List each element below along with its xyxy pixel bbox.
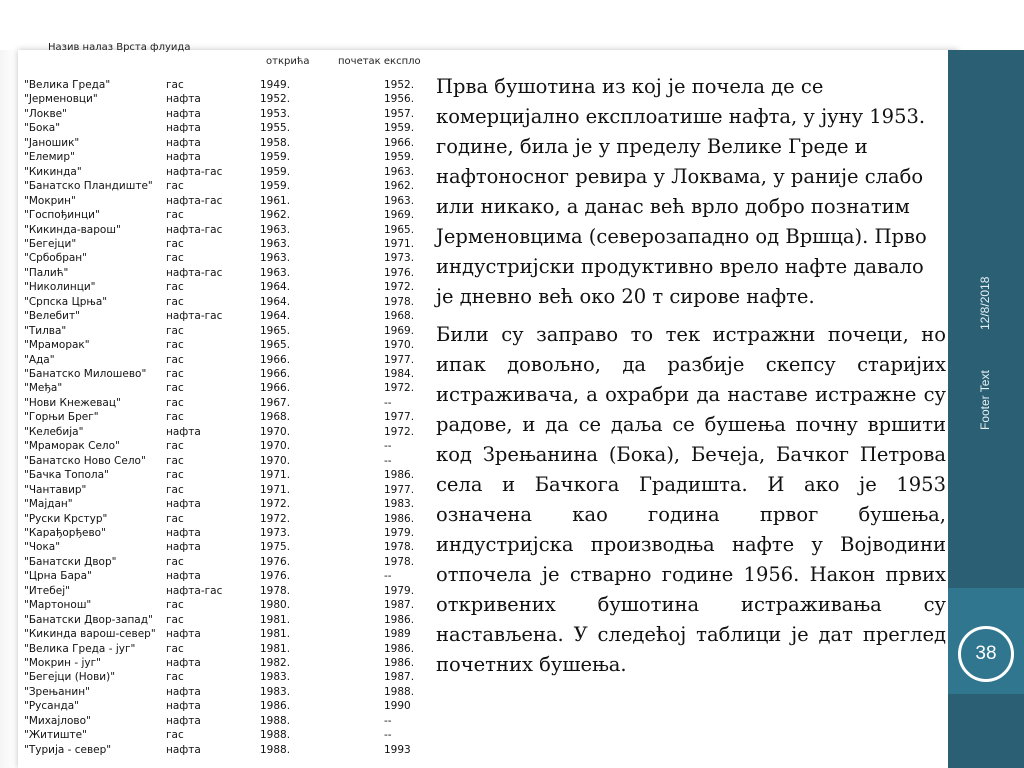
cell-exploitation-year: 1952. [384,79,415,91]
cell-name: "Банатски Двор-запад" [24,613,153,626]
cell-fluid-type: гас [166,483,184,496]
cell-fluid-type: нафта-гас [166,165,223,178]
cell-discovery-year: 1972. [260,512,291,525]
cell-discovery-year: 1971. [260,469,291,482]
cell-exploitation-year: 1970. [384,339,415,352]
cell-fluid-type: нафта [166,93,201,106]
cell-name: "Карађорђево" [24,526,106,539]
cell-name: "Међа" [24,382,63,395]
cell-exploitation-year: 1978. [384,295,415,308]
cell-fluid-type: нафта [166,107,201,120]
cell-name: "Палић" [24,266,69,279]
cell-exploitation-year: 1978. [384,541,415,554]
cell-fluid-type: нафта-гас [166,310,223,323]
cell-name: "Ада" [24,353,55,366]
slide-text [436,72,946,688]
cell-fluid-type: нафта [166,714,201,727]
cell-fluid-type: гас [166,353,184,366]
cell-discovery-year: 1963. [260,223,291,236]
cell-name: "Мокрин - југ" [24,657,101,669]
cell-name: "Кикинда" [24,165,82,178]
cell-name: "Србобран" [24,252,87,265]
cell-fluid-type: нафта [166,498,201,511]
cell-exploitation-year: 1972. [384,425,415,438]
cell-discovery-year: 1988. [260,714,291,727]
cell-exploitation-year: 1989 [384,628,411,641]
cell-discovery-year: 1953. [260,107,291,120]
cell-fluid-type: нафта [166,122,201,135]
cell-exploitation-year: 1979. [384,526,415,539]
table-header-top: Назив налаз Врста флуида [48,42,191,53]
cell-exploitation-year: 1959. [384,122,415,135]
cell-exploitation-year: 1988. [384,685,415,698]
cell-discovery-year: 1962. [260,209,291,222]
cell-name: "Чока" [24,541,61,554]
cell-fluid-type: нафта [166,700,201,713]
cell-discovery-year: 1973. [260,526,291,539]
cell-fluid-type: гас [166,237,184,250]
cell-exploitation-year: 1957. [384,107,415,120]
cell-fluid-type: нафта-гас [166,223,223,236]
cell-name: "Нови Кнежевац" [24,396,121,409]
table-header-discovery: открића [266,56,310,67]
cell-name: "Мраморак" [24,339,90,352]
cell-discovery-year: 1959. [260,165,291,178]
cell-exploitation-year: 1986. [384,657,415,669]
cell-fluid-type: гас [166,339,184,352]
cell-exploitation-year: 1962. [384,180,415,193]
cell-fluid-type: нафта-гас [166,194,223,207]
cell-discovery-year: 1981. [260,642,291,655]
cell-discovery-year: 1964. [260,281,291,294]
cell-fluid-type: гас [166,440,184,453]
cell-discovery-year: 1983. [260,671,291,684]
cell-name: "Мраморак Село" [24,440,120,453]
cell-discovery-year: 1971. [260,483,291,496]
cell-exploitation-year: 1963. [384,165,415,178]
cell-exploitation-year: 1986. [384,512,415,525]
cell-fluid-type: гас [166,368,184,380]
cell-exploitation-year: 1978. [384,555,415,568]
cell-fluid-type: нафта [166,570,201,583]
cell-exploitation-year: -- [384,396,392,409]
cell-fluid-type: нафта [166,541,201,554]
cell-exploitation-year: 1986. [384,642,415,655]
cell-discovery-year: 1976. [260,555,291,568]
cell-name: "Банатско Пландиште" [24,180,153,193]
cell-exploitation-year: 1966. [384,136,415,149]
cell-name: "Чантавир" [24,483,87,496]
cell-discovery-year: 1964. [260,310,291,323]
cell-fluid-type: гас [166,512,184,525]
cell-exploitation-year: 1987. [384,599,415,612]
cell-discovery-year: 1959. [260,180,291,193]
cell-name: "Српска Црња" [24,295,108,308]
cell-fluid-type: гас [166,469,184,482]
cell-exploitation-year: 1977. [384,353,415,366]
cell-exploitation-year: 1968. [384,310,415,323]
cell-name: "Мартонош" [24,599,92,612]
cell-discovery-year: 1976. [260,570,291,583]
cell-discovery-year: 1966. [260,353,291,366]
cell-fluid-type: гас [166,642,184,655]
cell-exploitation-year: 1959. [384,151,415,164]
cell-name: "Црна Бара" [24,570,92,583]
cell-fluid-type: гас [166,729,184,742]
cell-name: "Велика Греда" [24,79,111,91]
cell-fluid-type: нафта [166,136,201,149]
cell-discovery-year: 1978. [260,584,291,597]
cell-exploitation-year: -- [384,454,392,467]
cell-fluid-type: нафта [166,628,201,641]
cell-fluid-type: гас [166,613,184,626]
cell-exploitation-year: 1972. [384,281,415,294]
cell-discovery-year: 1988. [260,729,291,742]
cell-fluid-type: гас [166,252,184,265]
cell-discovery-year: 1952. [260,93,291,106]
cell-name: "Банатско Милошево" [24,368,147,380]
cell-exploitation-year: 1987. [384,671,415,684]
cell-discovery-year: 1968. [260,411,291,424]
cell-exploitation-year: 1986. [384,469,415,482]
cell-exploitation-year: 1993 [384,743,411,756]
cell-exploitation-year: -- [384,729,392,742]
cell-fluid-type: гас [166,671,184,684]
cell-name: "Мајдан" [24,498,73,511]
cell-fluid-type: нафта [166,151,201,164]
cell-exploitation-year: 1979. [384,584,415,597]
cell-exploitation-year: 1990 [384,700,411,713]
cell-name: "Николинци" [24,281,96,294]
cell-fluid-type: гас [166,180,184,193]
cell-discovery-year: 1983. [260,685,291,698]
cell-name: "Русанда" [24,700,79,713]
cell-name: "Бегејци (Нови)" [24,671,116,684]
cell-exploitation-year: 1969. [384,209,415,222]
cell-name: "Келебија" [24,425,84,438]
cell-name: "Турија - север" [24,743,112,756]
cell-discovery-year: 1958. [260,136,291,149]
cell-fluid-type: гас [166,411,184,424]
cell-name: "Бачка Топола" [24,469,109,482]
cell-exploitation-year: 1972. [384,382,415,395]
cell-exploitation-year: 1976. [384,266,415,279]
cell-exploitation-year: -- [384,570,392,583]
cell-fluid-type: гас [166,382,184,395]
cell-exploitation-year: 1971. [384,237,415,250]
slide-date: 12/8/2018 [978,276,992,330]
left-shadow [0,50,16,768]
table-header-exploitation: почетак експло [338,56,421,67]
cell-discovery-year: 1970. [260,454,291,467]
cell-discovery-year: 1965. [260,339,291,352]
cell-name: "Кикинда-варош" [24,223,121,236]
cell-name: "Елемир" [24,151,75,164]
cell-exploitation-year: 1977. [384,411,415,424]
cell-fluid-type: гас [166,599,184,612]
cell-exploitation-year: -- [384,714,392,727]
cell-fluid-type: гас [166,79,184,91]
cell-discovery-year: 1967. [260,396,291,409]
cell-discovery-year: 1964. [260,295,291,308]
cell-exploitation-year: 1986. [384,613,415,626]
cell-discovery-year: 1986. [260,700,291,713]
cell-discovery-year: 1949. [260,79,291,91]
cell-name: "Житиште" [24,729,87,742]
cell-discovery-year: 1963. [260,237,291,250]
cell-exploitation-year: 1956. [384,93,415,106]
cell-name: "Руски Крстур" [24,512,108,525]
cell-name: "Зрењанин" [24,685,90,698]
cell-fluid-type: гас [166,209,184,222]
cell-name: "Банатско Ново Село" [24,454,146,467]
cell-discovery-year: 1981. [260,613,291,626]
cell-discovery-year: 1955. [260,122,291,135]
cell-discovery-year: 1975. [260,541,291,554]
cell-name: "Банатски Двор" [24,555,117,568]
cell-discovery-year: 1963. [260,252,291,265]
cell-discovery-year: 1963. [260,266,291,279]
cell-fluid-type: гас [166,281,184,294]
paragraph-first: Прва бушотина из кој је почела де се комерцијално експлоатише нафта, у јуну 1953. године, била је у пределу Велике Греде и нафтоносног ревира у Локвама, у раније слабо или никако, а данас већ врло добро познатим Јерменовцима (северозападно од Вршца). Прво индустријски продуктивно врело нафте давало је дневно већ око 20 т сирове нафте. [436,75,927,308]
cell-fluid-type: гас [166,555,184,568]
cell-fluid-type: нафта [166,425,201,438]
cell-discovery-year: 1970. [260,425,291,438]
cell-name: "Горњи Брег" [24,411,99,424]
page-number: 38 [958,626,1014,682]
cell-name: "Велебит" [24,310,80,323]
cell-fluid-type: гас [166,295,184,308]
cell-name: "Михајлово" [24,714,91,727]
cell-fluid-type: нафта [166,685,201,698]
cell-exploitation-year: 1984. [384,368,415,380]
cell-name: "Кикинда варош-север" [24,628,156,641]
cell-name: "Јерменовци" [24,93,98,106]
cell-name: "Јаношик" [24,136,80,149]
cell-exploitation-year: 1965. [384,223,415,236]
cell-exploitation-year: 1973. [384,252,415,265]
cell-name: "Тилва" [24,324,67,337]
cell-name: "Велика Греда - југ" [24,642,136,655]
paragraph-second: Били су заправо то тек истражни почеци, но ипак довољно, да разбије скепсу старијих истраживача, а охрабри да наставе истражне су радове, и да се даља се бушења почну вршити код Зрењанина (Бока), Бечеја, Бачког Петрова села и Бачкога Градишта. И ако је 1953 означена као година првог бушења, индустријска производња нафте у Војводини отпочела је стварно године 1956. Након првих откривених бушотина истраживања су настављена. У следећој таблици је дат преглед почетних бушења. [436,323,946,676]
cell-name: "Итебеј" [24,584,70,597]
cell-fluid-type: нафта-гас [166,266,223,279]
cell-discovery-year: 1982. [260,657,291,669]
cell-discovery-year: 1980. [260,599,291,612]
cell-discovery-year: 1972. [260,498,291,511]
cell-fluid-type: гас [166,396,184,409]
cell-discovery-year: 1959. [260,151,291,164]
scanned-table [18,40,426,768]
cell-discovery-year: 1965. [260,324,291,337]
cell-discovery-year: 1981. [260,628,291,641]
cell-exploitation-year: 1969. [384,324,415,337]
cell-fluid-type: нафта [166,657,201,669]
cell-discovery-year: 1961. [260,194,291,207]
cell-fluid-type: нафта [166,743,201,756]
cell-exploitation-year: 1963. [384,194,415,207]
cell-name: "Госпођинци" [24,209,100,222]
cell-discovery-year: 1966. [260,368,291,380]
cell-name: "Локве" [24,107,67,120]
cell-discovery-year: 1970. [260,440,291,453]
cell-fluid-type: гас [166,454,184,467]
cell-name: "Бегејци" [24,237,77,250]
cell-fluid-type: нафта [166,526,201,539]
cell-discovery-year: 1966. [260,382,291,395]
footer-text: Footer Text [978,370,992,430]
cell-discovery-year: 1988. [260,743,291,756]
cell-name: "Мокрин" [24,194,76,207]
cell-fluid-type: нафта-гас [166,584,223,597]
cell-fluid-type: гас [166,324,184,337]
cell-exploitation-year: -- [384,440,392,453]
cell-exploitation-year: 1983. [384,498,415,511]
cell-exploitation-year: 1977. [384,483,415,496]
cell-name: "Бока" [24,122,61,135]
